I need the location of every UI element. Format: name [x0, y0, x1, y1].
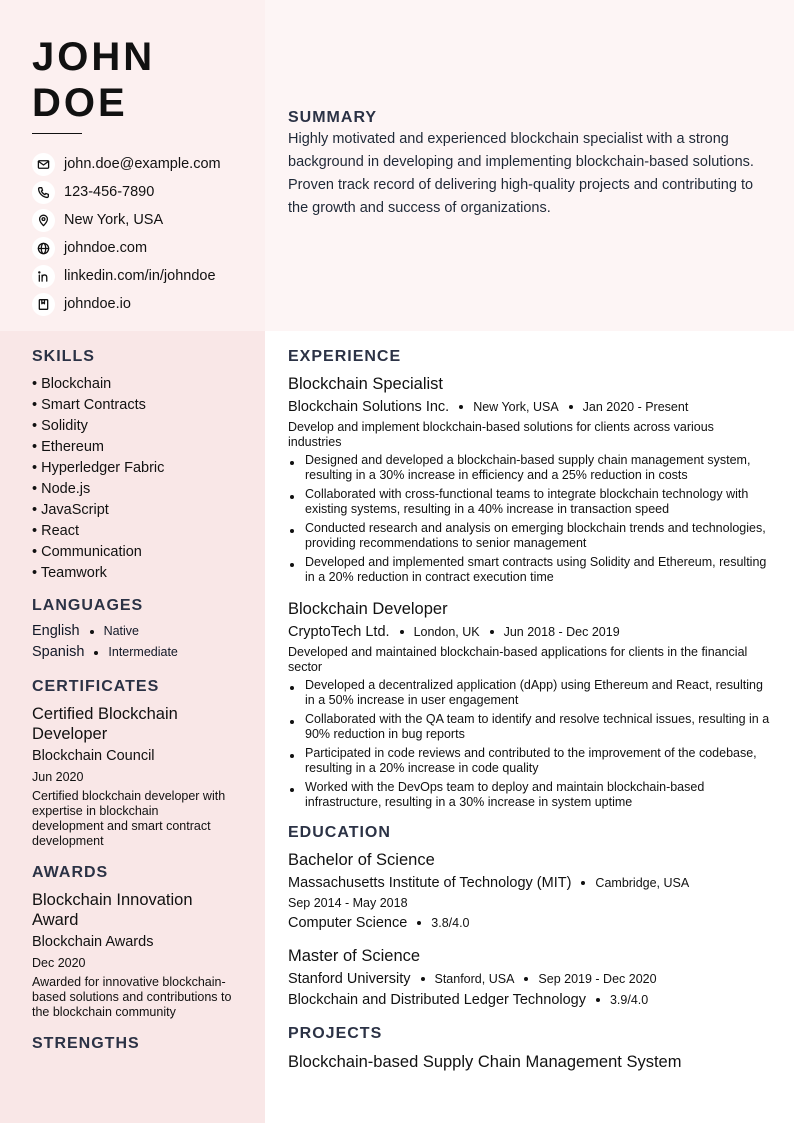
language-item — [32, 621, 242, 642]
strengths-heading: STRENGTHS — [32, 1035, 140, 1052]
school-name: Stanford University — [288, 971, 411, 987]
education-item — [288, 850, 770, 933]
project-name: Blockchain-based Supply Chain Management System — [288, 1053, 682, 1071]
separator-dot — [400, 630, 404, 634]
separator-dot — [524, 977, 528, 981]
separator-dot — [490, 630, 494, 634]
gpa: 3.8/4.0 — [431, 916, 470, 930]
achievement-item: Developed and implemented smart contracts using Solidity and Ethereum, resulting in a 20% reduction in contract execution time — [288, 555, 770, 585]
separator-dot — [569, 405, 573, 409]
certificates-heading: CERTIFICATES — [32, 678, 160, 695]
mail-icon — [32, 153, 55, 176]
job-dates: Jan 2020 - Present — [582, 400, 689, 414]
certificate-description: Certified blockchain developer with expertise in blockchain development and smart contract development — [32, 789, 226, 848]
job-location: New York, USA — [473, 400, 559, 414]
contact-email[interactable] — [32, 150, 221, 178]
job-dates: Jun 2018 - Dec 2019 — [503, 625, 620, 639]
education-item — [288, 946, 770, 1010]
separator-dot — [596, 998, 600, 1002]
education-dates: Sep 2019 - Dec 2020 — [538, 972, 657, 986]
education-meta — [288, 873, 770, 893]
achievement-item: Designed and developed a blockchain-based supply chain management system, resulting in a 30% increase in efficiency and a 25% reduction in costs — [288, 453, 770, 483]
education-meta — [288, 969, 770, 989]
contact-portfolio-text: johndoe.io — [64, 296, 131, 312]
contact-location — [32, 206, 221, 234]
skill-item: • JavaScript — [32, 502, 109, 518]
languages-list — [32, 621, 242, 663]
separator-dot — [421, 977, 425, 981]
award-description: Awarded for innovative blockchain-based solutions and contributions to the blockchain community — [32, 975, 232, 1019]
achievement-item: Collaborated with cross-functional teams to integrate blockchain technology with existing systems, resulting in a 40% increase in transaction speed — [288, 487, 770, 517]
summary-heading: SUMMARY — [288, 109, 378, 126]
language-name: Spanish — [32, 644, 85, 660]
contact-email-text: john.doe@example.com — [64, 156, 221, 172]
education-field-row — [288, 990, 770, 1010]
contact-list — [32, 150, 221, 318]
award-org: Blockchain Awards — [32, 934, 154, 950]
school-name: Massachusetts Institute of Technology (MIT) — [288, 875, 572, 891]
job-achievements — [288, 453, 770, 585]
contact-phone-text: 123-456-7890 — [64, 184, 155, 200]
skill-item: • Hyperledger Fabric — [32, 460, 165, 476]
contact-location-text: New York, USA — [64, 212, 164, 228]
skill-item: • Blockchain — [32, 376, 112, 392]
job-title: Blockchain Developer — [288, 600, 448, 618]
separator-dot — [417, 921, 421, 925]
degree-title: Bachelor of Science — [288, 851, 435, 869]
school-location: Stanford, USA — [434, 972, 515, 986]
location-pin-icon — [32, 209, 55, 232]
achievement-item: Participated in code reviews and contributed to the improvement of the codebase, resulting in a 20% increase in code quality — [288, 746, 770, 776]
job-description: Develop and implement blockchain-based solutions for clients across various industries — [288, 420, 714, 449]
name-first: JOHN — [32, 35, 156, 79]
language-level: Intermediate — [108, 645, 178, 659]
globe-icon — [32, 237, 55, 260]
sidebar-column — [32, 348, 242, 1053]
certificate-item — [32, 704, 242, 849]
education-heading: EDUCATION — [288, 824, 391, 841]
skills-heading: SKILLS — [32, 348, 95, 365]
language-item — [32, 642, 242, 663]
candidate-name — [32, 34, 155, 126]
school-location: Cambridge, USA — [595, 876, 690, 890]
achievement-item: Conducted research and analysis on emerging blockchain trends and technologies, providing recommendations to senior management — [288, 521, 770, 551]
skill-item: • Node.js — [32, 481, 91, 497]
achievement-item: Developed a decentralized application (dApp) using Ethereum and React, resulting in a 50% increase in user engagement — [288, 678, 770, 708]
phone-icon — [32, 181, 55, 204]
achievement-item: Worked with the DevOps team to deploy and maintain blockchain-based infrastructure, resulting in a 30% increase in system uptime — [288, 780, 770, 810]
linkedin-icon — [32, 265, 55, 288]
language-name: English — [32, 623, 80, 639]
education-field-row — [288, 913, 770, 933]
separator-dot — [90, 630, 94, 634]
experience-item — [288, 599, 770, 810]
name-last: DOE — [32, 81, 128, 125]
certificate-org: Blockchain Council — [32, 748, 155, 764]
main-column — [288, 348, 770, 1072]
gpa: 3.9/4.0 — [609, 993, 649, 1007]
job-meta — [288, 397, 770, 417]
award-date: Dec 2020 — [32, 956, 86, 970]
contact-linkedin-text: linkedin.com/in/johndoe — [64, 268, 216, 284]
job-achievements — [288, 678, 770, 810]
achievement-item: Collaborated with the QA team to identify and resolve technical issues, resulting in a 90% reduction in bug reports — [288, 712, 770, 742]
job-location: London, UK — [413, 625, 480, 639]
skill-item: • Solidity — [32, 418, 88, 434]
contact-website[interactable] — [32, 234, 221, 262]
projects-heading: PROJECTS — [288, 1025, 383, 1042]
skill-item: • Smart Contracts — [32, 397, 146, 413]
experience-heading: EXPERIENCE — [288, 348, 402, 365]
languages-heading: LANGUAGES — [32, 597, 144, 614]
skill-item: • Communication — [32, 544, 142, 560]
language-level: Native — [103, 624, 139, 638]
skill-item: • Ethereum — [32, 439, 104, 455]
certificate-name: Certified Blockchain Developer — [32, 705, 178, 743]
separator-dot — [581, 881, 585, 885]
contact-linkedin[interactable] — [32, 262, 221, 290]
summary-text: Highly motivated and experienced blockchain specialist with a strong background in developing and implementing blockchain-based solutions. Proven track record of delivering high-quality projects and contributing to the growth and success of organizations. — [288, 131, 754, 216]
separator-dot — [94, 651, 98, 655]
job-company: CryptoTech Ltd. — [288, 624, 390, 640]
awards-heading: AWARDS — [32, 864, 109, 881]
job-description: Developed and maintained blockchain-based applications for clients in the financial sector — [288, 645, 748, 674]
contact-phone[interactable] — [32, 178, 221, 206]
job-company: Blockchain Solutions Inc. — [288, 399, 450, 415]
bookmark-icon — [32, 293, 55, 316]
skills-list — [32, 374, 242, 584]
education-dates: Sep 2014 - May 2018 — [288, 896, 408, 910]
skill-item: • Teamwork — [32, 565, 107, 581]
education-dates-row — [288, 893, 770, 913]
job-meta — [288, 622, 770, 642]
award-name: Blockchain Innovation Award — [32, 891, 193, 929]
job-title: Blockchain Specialist — [288, 375, 443, 393]
name-divider — [32, 133, 82, 134]
degree-title: Master of Science — [288, 947, 421, 965]
field-of-study: Blockchain and Distributed Ledger Technology — [288, 992, 586, 1008]
contact-portfolio[interactable] — [32, 290, 221, 318]
certificate-date: Jun 2020 — [32, 770, 84, 784]
experience-item — [288, 374, 770, 585]
skill-item: • React — [32, 523, 79, 539]
award-item — [32, 890, 242, 1020]
field-of-study: Computer Science — [288, 915, 408, 931]
separator-dot — [459, 405, 463, 409]
contact-website-text: johndoe.com — [64, 240, 148, 256]
